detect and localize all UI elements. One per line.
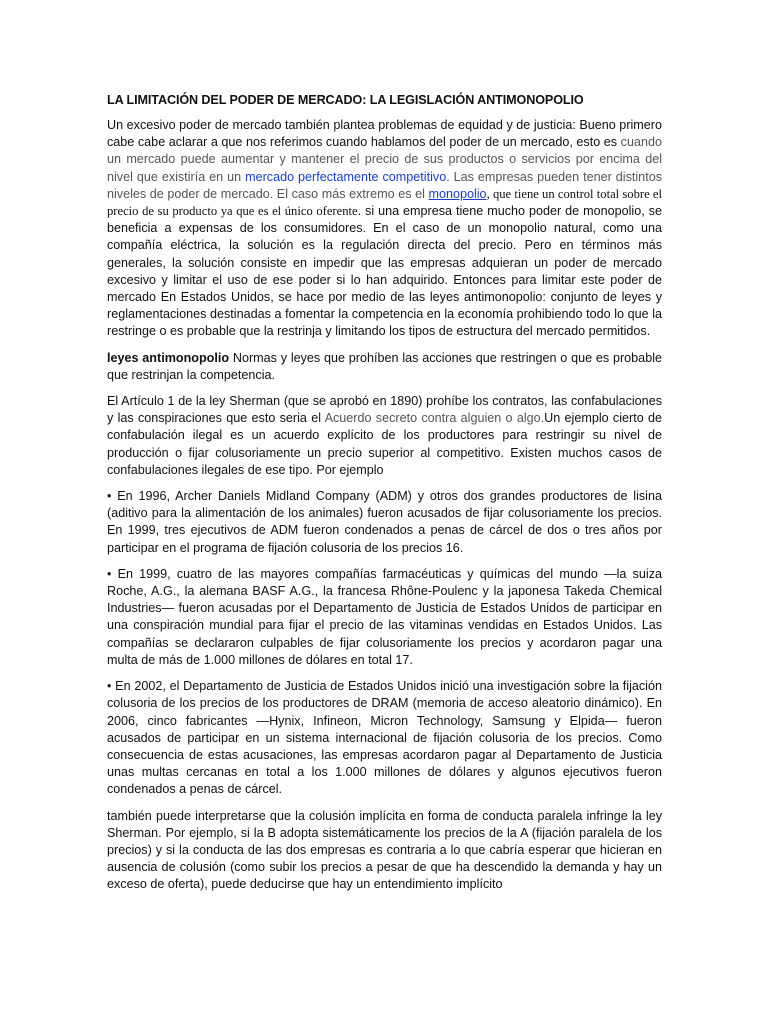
document-title: LA LIMITACIÓN DEL PODER DE MERCADO: LA LEGISLACIÓN ANTIMONOPOLIO [107,93,584,107]
bullet-vitamins-case: • En 1999, cuatro de las mayores compañías farmacéuticas y químicas del mundo —la suiza Roche, A.G., la alemana BASF A.G., la francesa Rhône-Poulenc y la japonesa Takeda Chemical Industries— fueron acusadas por el Departamento de Justicia de Estados Unidos de participar en una conspiración mundial para fijar el precio de las vitaminas vendidas en Estados Unidos. Las compañías se declararon culpables de fijar colusoriamente los precios y acordaron pagar una multa de más de 1.000 millones de dólares en total 17. [107,566,662,667]
document-page [107,92,662,903]
p1-text-a: Un excesivo poder de mercado también plantea problemas de equidad y de justicia: Bueno primero cabe cabe aclarar a que nos referimos cuando hablamos del poder de un mercado, esto es [107,118,662,150]
p3-text-a: El Artículo 1 de la ley Sherman (que se aprobó en 1890) prohíbe los contratos, las confabulaciones y las conspiraciones que esto seria el [107,394,662,426]
p1-text-e: . si una empresa tiene mucho poder de monopolio, se beneficia a expensas de los consumidores. En el caso de un monopolio natural, como una compañía eléctrica, la solución es la regulación directa del precio. Pero en términos más generales, la solución consiste en impedir que las empresas adquieran un poder de mercado excesivo y limitar el uso de ese poder si lo han adquirido. Entonces para limitar este poder de mercado En Estados Unidos, se hace por medio de las leyes antimonopolio: conjunto de leyes y reglamentaciones destinadas a fomentar la competencia en la economía prohibiendo todo lo que la restringe o es probable que la restrinja y limitando los tipos de estructura del mercado permitidos. [107,204,662,339]
term-antimonopoly-laws: leyes antimonopolio [107,350,230,365]
link-monopoly[interactable]: monopolio [428,186,487,201]
paragraph-sherman-act [107,393,662,479]
p1-text-d: , que tiene un control total sobre el precio de su producto ya que es el único oferente [107,186,662,219]
paragraph-antitrust-definition [107,350,662,384]
p3-text-b: Acuerdo secreto contra alguien o algo. [324,411,545,426]
p2-definition: Normas y leyes que prohíben las acciones que restringen o que es probable que restrinjan la competencia. [107,350,662,382]
paragraph-parallel-conduct: también puede interpretarse que la colusión implícita en forma de conducta paralela infringe la ley Sherman. Por ejemplo, si la B adopta sistemáticamente los precios de la A (fijación paralela de los precios) y si la conducta de las dos empresas es contraria a lo que cabría esperar que hicieran en ausencia de colusión (como subir los precios a pesar de que ha descendido la demanda y hay un exceso de oferta), puede deducirse que hay un entendimiento implícito [107,808,662,892]
p1-text-c: . Las empresas pueden tener distintos niveles de poder de mercado. El caso más extremo es el [107,169,662,201]
bullet-adm-case: • En 1996, Archer Daniels Midland Company (ADM) y otros dos grandes productores de lisina (aditivo para la alimentación de los animales) fueron acusados de fijar colusoriamente los precios. En 1999, tres ejecutivos de ADM fueron condenados a penas de cárcel de dos o tres años por participar en el programa de fijación colusoria de los precios 16. [107,489,662,555]
p1-text-b: cuando un mercado puede aumentar y mantener el precio de sus productos o servicios por encima del nivel que existiría en un [107,135,662,184]
bullet-dram-case: • En 2002, el Departamento de Justicia de Estados Unidos inició una investigación sobre la fijación colusoria de los precios de los productores de DRAM (memoria de acceso aleatorio dinámico). En 2006, cinco fabricantes —Hynix, Infineon, Micron Technology, Samsung y Elpida— fueron acusados de participar en un sistema internacional de fijación colusoria de los precios. Como consecuencia de estas acusaciones, las empresas acordaron pagar al Departamento de Justicia unas multas cercanas en total a los 1.000 millones de dólares y algunos ejecutivos fueron condenados a penas de cárcel. [107,679,662,797]
link-perfect-competition[interactable]: mercado perfectamente competitivo [245,169,447,184]
paragraph-market-power [107,117,662,341]
p3-text-c: Un ejemplo cierto de confabulación ilegal es un acuerdo explícito de los productores para restringir su nivel de producción o fijar colusoriamente un precio superior al competitivo. Existen muchos casos de confabulaciones ilegales de ese tipo. Por ejemplo [107,411,662,477]
